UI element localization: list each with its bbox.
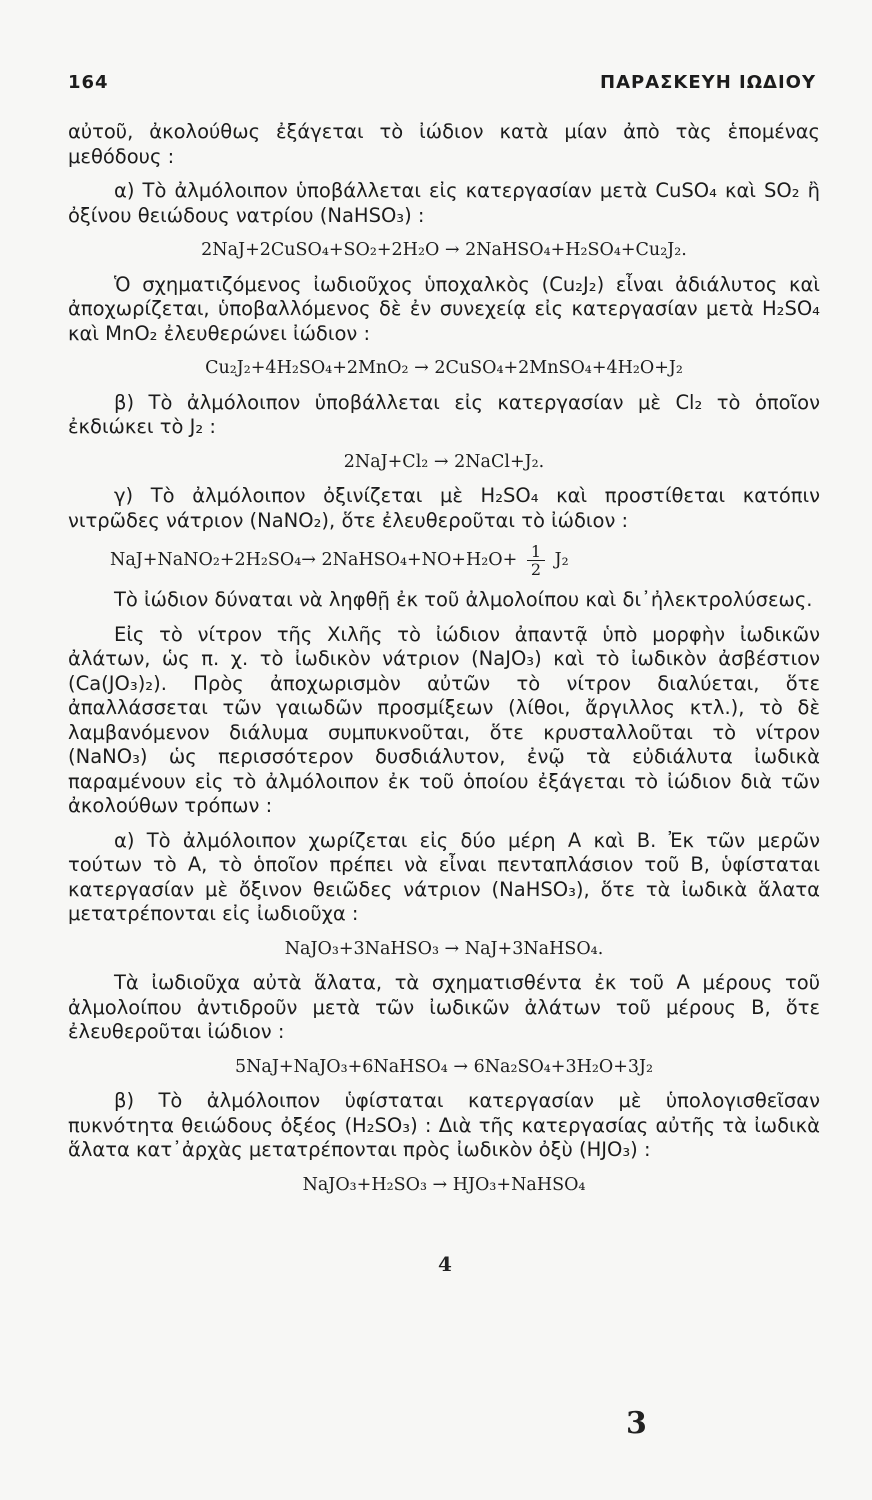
paragraph: Τὰ ἰωδιοῦχα αὐτὰ ἅλατα, τὰ σχηματισθέντα ἐκ τοῦ Α μέρους τοῦ ἀλμολοίπου ἀντιδροῦν μετὰ τῶν ἰωδικῶν ἀλάτων τοῦ μέρους Β, ὅτε ἐλευθεροῦται ἰώδιον : [68,971,820,1043]
equation: Cu₂J₂+4H₂SO₄+2MnO₂ → 2CuSO₄+2MnSO₄+4H₂O+J₂ [205,358,683,378]
paragraph: αὐτοῦ, ἀκολούθως ἐξάγεται τὸ ἰώδιον κατὰ μίαν ἀπὸ τὰς ἑπομένας μεθόδους : [68,120,820,168]
handwritten-mark: 3 [626,1406,647,1441]
equation-with-fraction [68,543,820,578]
page-number: 164 [68,72,109,93]
fraction [527,543,545,578]
equation: NaJO₃+3NaHSO₃ → NaJ+3NaHSO₄. [284,938,604,959]
running-title: ΠΑΡΑΣΚΕΥΗ ΙΩΔΙΟΥ [600,72,816,93]
paragraph: β) Τὸ ἀλμόλοιπον ὑποβάλλεται εἰς κατεργασίαν μὲ Cl₂ τὸ ὁποῖον ἐκδιώκει τὸ J₂ : [68,390,820,438]
equation: 5NaJ+NaJO₃+6NaHSO₄ → 6Na₂SO₄+3H₂O+3J₂ [234,1056,654,1077]
paragraph: Τὸ ἰώδιον δύναται νὰ ληφθῇ ἐκ τοῦ ἀλμολοίπου καὶ δι᾽ἠλεκτρολύσεως. [114,588,813,611]
paragraph: Εἰς τὸ νίτρον τῆς Χιλῆς τὸ ἰώδιον ἀπαντᾷ ὑπὸ μορφὴν ἰωδικῶν ἀλάτων, ὡς π. χ. τὸ ἰωδικὸν νάτριον (NaJO₃) καὶ τὸ ἰωδικὸν ἀσβέστιον (Ca(JO₃)₂). Πρὸς ἀποχωρισμὸν αὐτῶν τὸ νίτρον διαλύεται, ὅτε ἀπαλλάσσεται τῶν γαιωδῶν προσμίξεων (λίθοι, ἄργιλλος κτλ.), τὸ δὲ λαμβανόμενον διάλυμα συμπυκνοῦται, ὅτε κρυσταλλοῦται τὸ νίτρον (NaNO₃) ὡς περισσότερον δυσδιάλυτον, ἐνῷ τὰ εὐδιάλυτα ἰωδικὰ παραμένουν εἰς τὸ ἀλμόλοιπον ἐκ τοῦ ὁποίου ἐξάγεται τὸ ἰώδιον διὰ τῶν ἀκολούθων τρόπων : [68,622,820,817]
page-body [68,120,820,1207]
paragraph: β) Τὸ ἀλμόλοιπον ὑφίσταται κατεργασίαν μὲ ὑπολογισθεῖσαν πυκνότητα θειώδους ὀξέος (H₂SO₃) : Διὰ τῆς κατεργασίας αὐτῆς τὰ ἰωδικὰ ἅλατα κατ᾽ἀρχὰς μετατρέπονται πρὸς ἰωδικὸν ὀξὺ (HJO₃) : [68,1089,820,1161]
paragraph: Ὁ σχηματιζόμενος ἰωδιοῦχος ὑποχαλκὸς (Cu₂J₂) εἶναι ἀδιάλυτος καὶ ἀποχωρίζεται, ὑποβαλλόμενος δὲ ἐν συνεχείᾳ εἰς κατεργασίαν μετὰ H₂SO₄ καὶ MnO₂ ἐλευθερώνει ἰώδιον : [68,272,820,345]
handwritten-mark: 4 [438,1252,452,1276]
equation: NaJO₃+H₂SO₃ → HJO₃+NaHSO₄ [302,1174,586,1195]
equation-tail: J₂ [554,550,569,570]
paragraph: α) Τὸ ἀλμόλοιπον ὑποβάλλεται εἰς κατεργασίαν μετὰ CuSO₄ καὶ SO₂ ἢ ὀξίνου θειώδους νατρίου (NaHSO₃) : [68,179,820,227]
page-header [68,72,816,93]
equation: 2NaJ+2CuSO₄+SO₂+2H₂O → 2NaHSO₄+H₂SO₄+Cu₂J₂. [201,240,687,260]
paragraph: α) Τὸ ἀλμόλοιπον χωρίζεται εἰς δύο μέρη Α καὶ Β. Ἐκ τῶν μερῶν τούτων τὸ Α, τὸ ὁποῖον πρέπει νὰ εἶναι πενταπλάσιον τοῦ Β, ὑφίσταται κατεργασίαν μὲ ὄξινον θειῶδες νάτριον (NaHSO₃), ὅτε τὰ ἰωδικὰ ἅλατα μετατρέπονται εἰς ἰωδιοῦχα : [68,828,820,925]
equation-main: NaJ+NaNO₂+2H₂SO₄→ 2NaHSO₄+NO+H₂O+ [110,550,518,570]
paragraph: γ) Τὸ ἀλμόλοιπον ὀξινίζεται μὲ H₂SO₄ καὶ προστίθεται κατόπιν νιτρῶδες νάτριον (NaNO₂), ὅτε ἐλευθεροῦται τὸ ἰώδιον : [68,484,820,532]
fraction-numerator: 1 [527,543,545,561]
fraction-denominator: 2 [530,560,542,579]
equation: 2NaJ+Cl₂ → 2NaCl+J₂. [343,451,545,472]
